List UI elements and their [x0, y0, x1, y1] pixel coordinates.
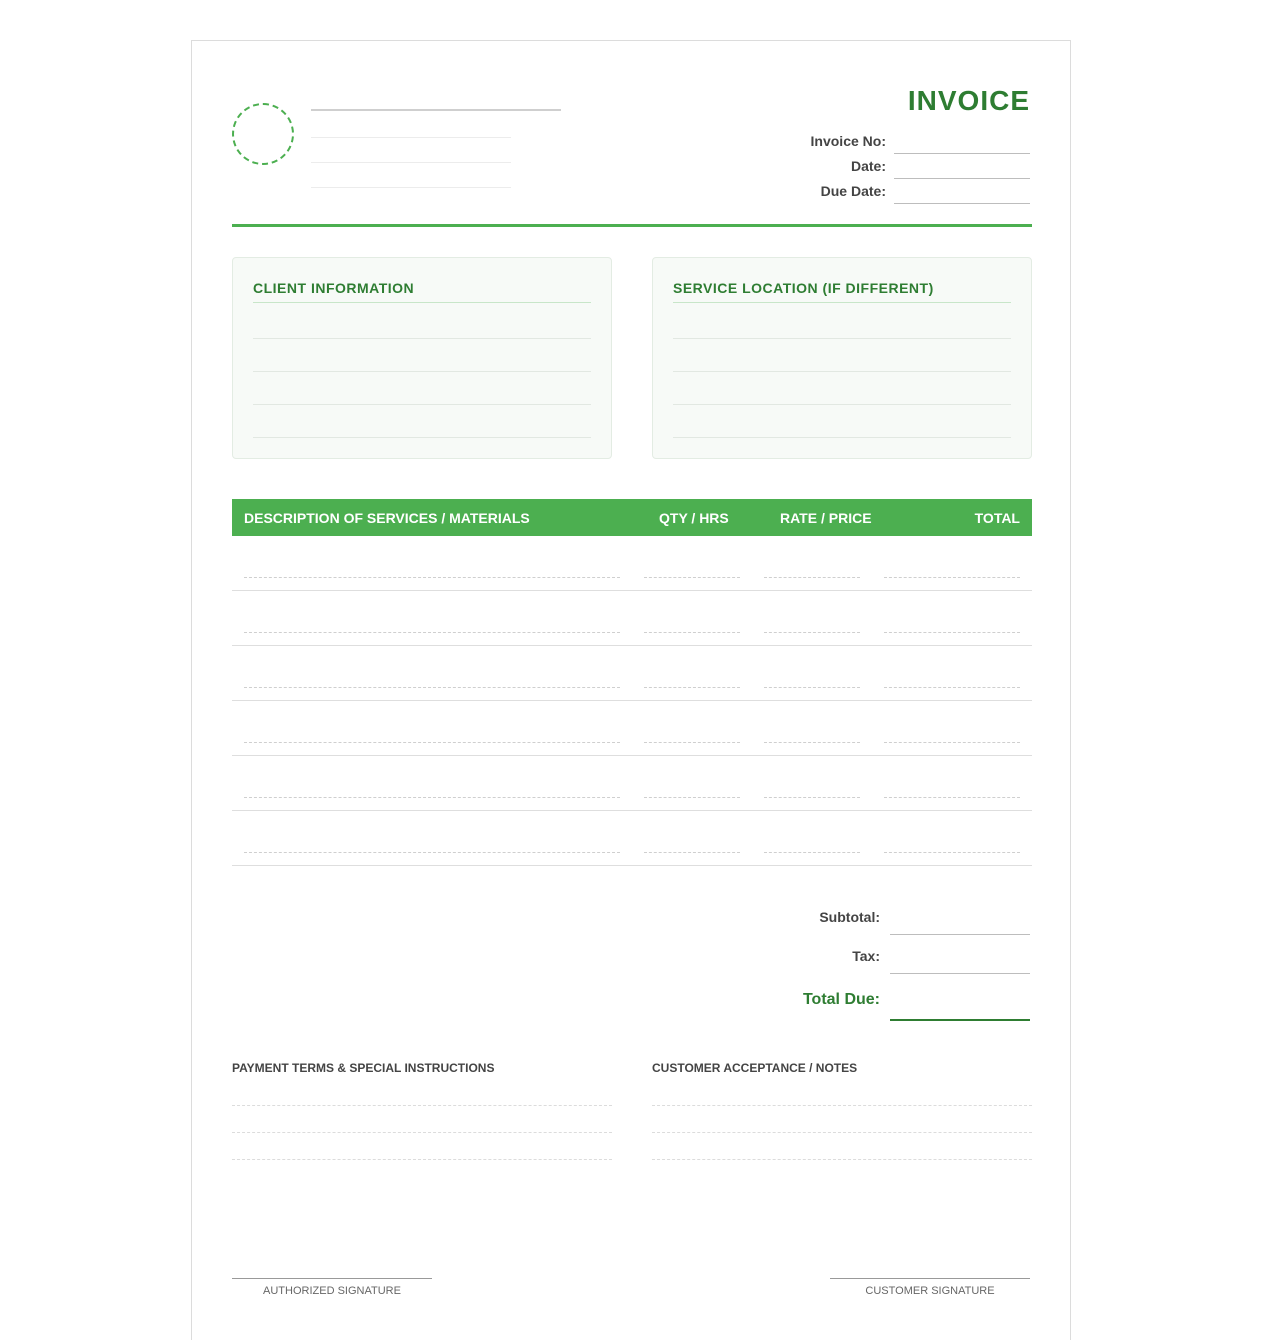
authorized-signature-label: AUTHORIZED SIGNATURE — [263, 1285, 401, 1297]
table-row — [232, 591, 1032, 646]
payment-terms-line[interactable] — [232, 1105, 612, 1106]
date-label: Date: — [850, 158, 886, 174]
payment-terms-section — [232, 1061, 612, 1075]
total-cell[interactable] — [884, 577, 1020, 578]
rate-cell[interactable] — [764, 687, 860, 688]
qty-cell[interactable] — [644, 797, 740, 798]
total-cell[interactable] — [884, 687, 1020, 688]
client-line[interactable] — [253, 404, 591, 405]
due-date-row — [710, 183, 1030, 208]
total-cell[interactable] — [884, 742, 1020, 743]
subtotal-field[interactable] — [890, 907, 1030, 935]
invoice-no-field[interactable] — [894, 133, 1030, 154]
due-date-label: Due Date: — [820, 183, 886, 199]
service-location-title: SERVICE LOCATION (IF DIFFERENT) — [673, 280, 1011, 303]
items-table-header — [232, 499, 1032, 536]
table-row — [232, 536, 1032, 591]
payment-terms-line[interactable] — [232, 1132, 612, 1133]
rate-cell[interactable] — [764, 632, 860, 633]
service-line[interactable] — [673, 437, 1011, 438]
table-row — [232, 646, 1032, 701]
items-table-body — [232, 536, 1032, 866]
qty-cell[interactable] — [644, 852, 740, 853]
service-line[interactable] — [673, 338, 1011, 339]
invoice-title: INVOICE — [907, 85, 1030, 116]
column-total: TOTAL — [974, 510, 1020, 526]
authorized-signature-line[interactable] — [232, 1278, 432, 1297]
header-divider — [232, 224, 1032, 227]
client-line[interactable] — [253, 371, 591, 372]
client-information-box — [232, 257, 612, 459]
tax-label: Tax: — [852, 948, 880, 964]
table-row — [232, 701, 1032, 756]
qty-cell[interactable] — [644, 687, 740, 688]
company-address-line — [311, 137, 511, 138]
subtotal-label: Subtotal: — [819, 909, 880, 925]
client-line[interactable] — [253, 338, 591, 339]
invoice-no-label: Invoice No: — [810, 133, 886, 149]
invoice-page — [191, 40, 1071, 1340]
description-cell[interactable] — [244, 797, 620, 798]
description-cell[interactable] — [244, 577, 620, 578]
rate-cell[interactable] — [764, 797, 860, 798]
description-cell[interactable] — [244, 632, 620, 633]
description-cell[interactable] — [244, 742, 620, 743]
date-field[interactable] — [894, 158, 1030, 179]
service-location-box — [652, 257, 1032, 459]
description-cell[interactable] — [244, 687, 620, 688]
qty-cell[interactable] — [644, 577, 740, 578]
qty-cell[interactable] — [644, 632, 740, 633]
company-address-line — [311, 162, 511, 163]
customer-notes-line[interactable] — [652, 1159, 1032, 1160]
rate-cell[interactable] — [764, 742, 860, 743]
date-row — [710, 158, 1030, 183]
qty-cell[interactable] — [644, 742, 740, 743]
company-contact-line — [311, 187, 511, 188]
customer-signature-label: CUSTOMER SIGNATURE — [865, 1285, 995, 1297]
service-line[interactable] — [673, 404, 1011, 405]
invoice-no-row — [710, 133, 1030, 158]
column-qty: QTY / HRS — [659, 510, 729, 526]
customer-notes-section — [652, 1061, 1032, 1075]
total-cell[interactable] — [884, 797, 1020, 798]
total-due-label: Total Due: — [802, 991, 880, 1008]
total-cell[interactable] — [884, 632, 1020, 633]
total-cell[interactable] — [884, 852, 1020, 853]
due-date-field[interactable] — [894, 183, 1030, 204]
payment-terms-title: PAYMENT TERMS & SPECIAL INSTRUCTIONS — [232, 1061, 495, 1075]
rate-cell[interactable] — [764, 577, 860, 578]
service-line[interactable] — [673, 371, 1011, 372]
client-line[interactable] — [253, 437, 591, 438]
customer-notes-line[interactable] — [652, 1132, 1032, 1133]
tax-field[interactable] — [890, 946, 1030, 974]
payment-terms-line[interactable] — [232, 1159, 612, 1160]
company-name-line — [311, 109, 561, 111]
table-row — [232, 756, 1032, 811]
description-cell[interactable] — [244, 852, 620, 853]
rate-cell[interactable] — [764, 852, 860, 853]
customer-notes-line[interactable] — [652, 1105, 1032, 1106]
total-due-field[interactable] — [890, 988, 1030, 1021]
column-description: DESCRIPTION OF SERVICES / MATERIALS — [244, 510, 530, 526]
client-information-title: CLIENT INFORMATION — [253, 280, 591, 303]
column-rate: RATE / PRICE — [780, 510, 872, 526]
table-row — [232, 811, 1032, 866]
logo-placeholder-icon — [232, 103, 294, 165]
customer-signature-line[interactable] — [830, 1278, 1030, 1297]
customer-notes-title: CUSTOMER ACCEPTANCE / NOTES — [652, 1061, 858, 1075]
